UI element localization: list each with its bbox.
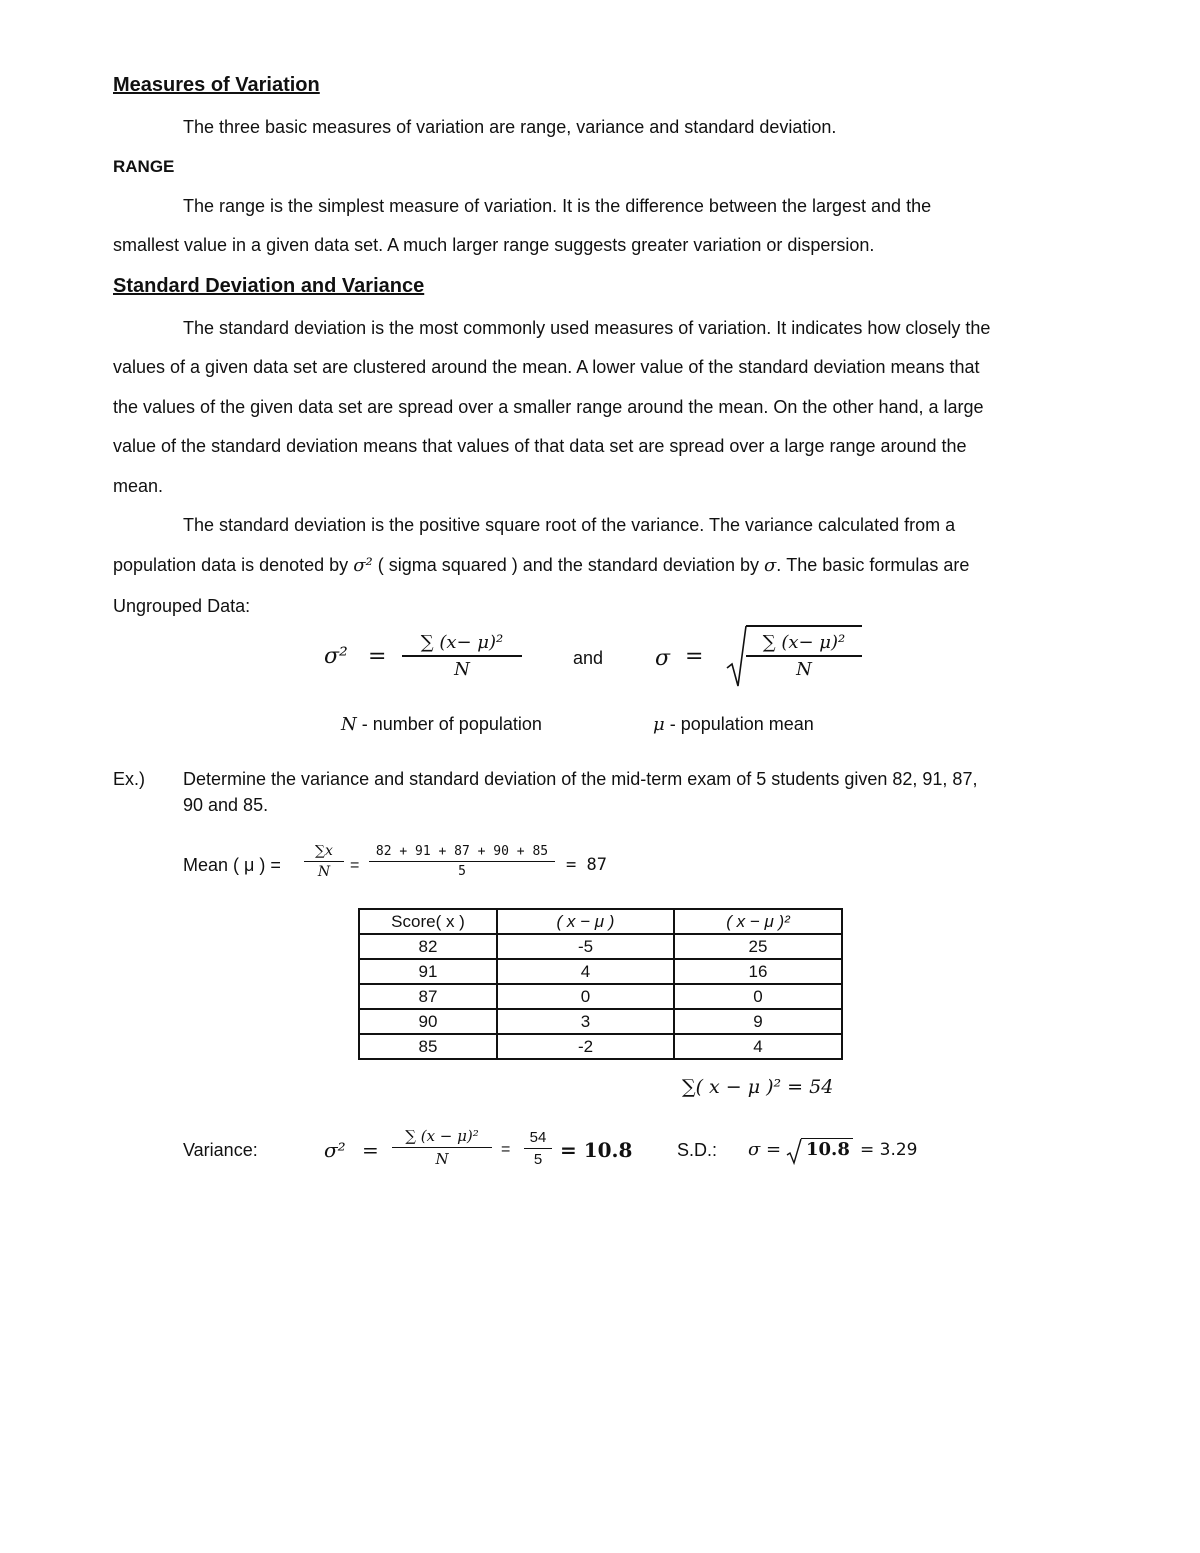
table-cell: 4 xyxy=(497,959,674,984)
sd-heading: Standard Deviation and Variance xyxy=(113,275,425,297)
sd-paragraph-line: The standard deviation is the most commonly used measures of variation. It indicates how closely the xyxy=(183,318,991,338)
mu-symbol: μ xyxy=(653,714,665,735)
table-cell: -5 xyxy=(497,934,674,959)
sd-value: = 3.29 xyxy=(860,1140,918,1160)
table-cell: -2 xyxy=(497,1034,674,1059)
table-row xyxy=(359,1034,842,1059)
table-cell: 87 xyxy=(359,984,497,1009)
table-cell: 90 xyxy=(359,1009,497,1034)
sd-expression: σ = xyxy=(748,1139,782,1160)
sd-paragraph-line: value of the standard deviation means that values of that data set are spread over a large range around the xyxy=(113,436,967,456)
n-symbol: N xyxy=(341,714,357,735)
fraction-denominator: N xyxy=(435,1150,449,1168)
n-description: - number of population xyxy=(361,714,542,734)
table-header: ( x − μ ) xyxy=(497,909,674,934)
table-cell: 91 xyxy=(359,959,497,984)
sd-paragraph-line: the values of the given data set are spread over a smaller range around the mean. On the other hand, a large xyxy=(113,397,984,417)
table-row xyxy=(359,959,842,984)
fraction-numerator: ∑ (x− μ)² xyxy=(420,632,504,653)
table-total: ∑( x − μ )² = 54 xyxy=(682,1076,834,1098)
sigma-squared-symbol: σ² xyxy=(353,555,373,576)
deviation-table xyxy=(358,908,843,1060)
result-sigma-squared: σ² xyxy=(324,1138,346,1162)
sd-radicand: 10.8 xyxy=(806,1139,850,1160)
example-line-2: 90 and 85. xyxy=(183,795,269,815)
table-row xyxy=(359,934,842,959)
variance-label: Variance: xyxy=(183,1140,258,1160)
formula-equals: = xyxy=(685,644,704,669)
table-header-row xyxy=(359,909,842,934)
table-cell: 9 xyxy=(674,1009,842,1034)
mean-equals: = xyxy=(350,857,360,874)
fraction-bar xyxy=(369,861,555,862)
table-cell: 3 xyxy=(497,1009,674,1034)
sd-paragraph2-line xyxy=(113,555,969,576)
table-cell: 0 xyxy=(674,984,842,1009)
fraction-denominator: N xyxy=(454,659,470,680)
example-label: Ex.) xyxy=(113,769,146,789)
table-cell: 25 xyxy=(674,934,842,959)
mean-result: = 87 xyxy=(566,855,607,875)
fraction-denominator: N xyxy=(796,659,812,680)
table-cell: 85 xyxy=(359,1034,497,1059)
and-text: and xyxy=(573,648,604,668)
variance-value: = 10.8 xyxy=(560,1138,633,1162)
text-span: population data is denoted by xyxy=(113,555,349,575)
table-row xyxy=(359,1009,842,1034)
fraction-numerator: ∑x xyxy=(315,843,333,859)
table-header: ( x − μ )² xyxy=(674,909,842,934)
sum-fraction xyxy=(369,844,555,879)
radical-icon xyxy=(786,1137,802,1165)
mu-legend xyxy=(653,714,814,735)
fraction-bar xyxy=(304,861,344,862)
fraction-bar xyxy=(524,1148,552,1149)
fraction-denominator: 5 xyxy=(458,864,466,879)
sd-paragraph2-line: The standard deviation is the positive square root of the variance. The variance calculated from a xyxy=(183,515,956,535)
ungrouped-label: Ungrouped Data: xyxy=(113,596,251,616)
fraction-denominator: 5 xyxy=(533,1151,543,1168)
table-row xyxy=(359,984,842,1009)
sd-paragraph-line: mean. xyxy=(113,476,164,496)
fraction-numerator: 54 xyxy=(529,1129,547,1146)
sd-fraction xyxy=(746,632,862,680)
text-span: ( sigma squared ) and the standard deviation by xyxy=(377,555,759,575)
range-heading: RANGE xyxy=(113,157,175,176)
fraction-bar xyxy=(402,655,522,657)
table-cell: 4 xyxy=(674,1034,842,1059)
example-line-1: Determine the variance and standard deviation of the mid-term exam of 5 students given 82, 91, 87, xyxy=(183,769,978,789)
formula-sigma: σ xyxy=(655,646,671,671)
mu-description: - population mean xyxy=(669,714,814,734)
fraction-bar xyxy=(392,1147,492,1148)
result-equals: = xyxy=(362,1138,379,1162)
formula-sigma-squared: σ² xyxy=(324,644,348,669)
range-line-2: smallest value in a given data set. A much larger range suggests greater variation or dispersion. xyxy=(113,235,875,255)
sd-paragraph-line: values of a given data set are clustered around the mean. A lower value of the standard deviation means that xyxy=(113,357,980,377)
table-header: Score( x ) xyxy=(359,909,497,934)
formula-equals: = xyxy=(368,644,387,669)
range-line-1: The range is the simplest measure of variation. It is the difference between the largest and the xyxy=(183,196,932,216)
mean-fraction xyxy=(304,843,344,880)
sd-label: S.D.: xyxy=(677,1140,718,1160)
table-cell: 0 xyxy=(497,984,674,1009)
n-legend xyxy=(341,714,542,735)
text-span: . The basic formulas are xyxy=(776,555,970,575)
sigma-symbol: σ xyxy=(763,555,777,576)
radical-bar xyxy=(746,625,862,627)
table-cell: 16 xyxy=(674,959,842,984)
table-cell: 82 xyxy=(359,934,497,959)
radical-icon xyxy=(726,624,748,688)
fraction-bar xyxy=(746,655,862,657)
variance-fraction xyxy=(402,632,522,680)
result-equals-2: = xyxy=(501,1141,511,1158)
fraction-numerator: 82 + 91 + 87 + 90 + 85 xyxy=(375,844,549,859)
mean-label: Mean ( μ ) = xyxy=(183,855,281,875)
page-title: Measures of Variation xyxy=(113,74,320,96)
result-numeric-fraction xyxy=(524,1129,552,1168)
fraction-denominator: N xyxy=(317,864,331,880)
intro-text: The three basic measures of variation are range, variance and standard deviation. xyxy=(183,117,837,137)
fraction-numerator: ∑ (x− μ)² xyxy=(762,632,846,653)
result-fraction xyxy=(392,1127,492,1168)
fraction-numerator: ∑ (x − μ)² xyxy=(405,1127,479,1145)
